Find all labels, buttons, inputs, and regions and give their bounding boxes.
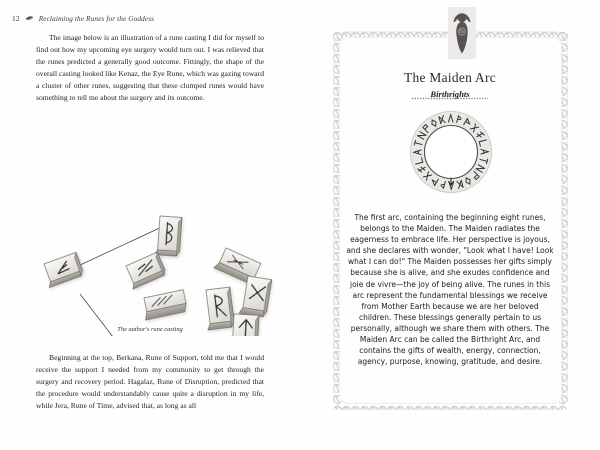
page-number: 12 xyxy=(12,14,20,23)
rune-tile-kenaz xyxy=(41,252,84,287)
right-page xyxy=(300,0,600,450)
rune-casting-illustration xyxy=(14,108,289,336)
rune-tile-eihwaz xyxy=(123,252,167,289)
rune-wheel-diagram xyxy=(405,106,497,198)
rune-tile-berkana xyxy=(154,216,182,257)
running-head xyxy=(12,14,154,23)
arc-body-text: The first arc, containing the beginning eight runes, belongs to the Maiden. The Maiden radiates the eagerness to embrace life. Her perspective is joyous, and she declares with wonder, "Look what I have! Look what I can do!" The Maiden possesses her gifts simply because she is alive, and she exudes confidence and joie de vivre—the joy of being alive. The runes in this arc represent the fundamental blessings we receive from Mother Earth because we are her beloved children. These blessings generally pertain to us personally, although we share them with others. The Maiden Arc can be called the Birthright Arc, and contains the gifts of wealth, energy, connection, agency, purpose, knowing, gratitude, and desire. xyxy=(346,213,554,367)
leaf-ornament-icon xyxy=(25,15,34,22)
casting-connector-lines xyxy=(78,226,166,336)
rune-tile-mid-flat xyxy=(141,290,188,320)
rune-tile-gebo xyxy=(239,276,272,318)
running-head-title: Reclaiming the Runes for the Goddess xyxy=(38,14,155,23)
left-paragraph-top-text: The image below is an illustration of a rune casting I did for myself to find out how my upcoming eye surgery would turn out. I was relieved that the runes predicted a generally good outcome. Fittingly, the shape of the overall casting looked like Kenaz, the Eye Rune, which was gazing toward a cluster of other runes, suggesting that these clumped runes would have something to tell me about the surgery and its outcome. xyxy=(36,33,264,103)
left-paragraph-top xyxy=(36,32,264,105)
rune-tile-raidho xyxy=(203,287,235,330)
left-paragraph-bottom xyxy=(36,352,264,412)
page-subtitle: Birthrights xyxy=(430,89,470,99)
goddess-figure-icon xyxy=(448,7,476,59)
left-paragraph-bottom-text: Beginning at the top, Berkana, Rune of Support, told me that I would receive the support I needed from my community to get through the surgery and recovery period. Hagalaz, Rune of Disruption, predicted that the procedure would understandably cause quite a disruption in my life, while Jera, Rune of Time, advised that, as long as all xyxy=(36,353,264,411)
figure-caption: The author's rune casting xyxy=(117,326,183,333)
page-title: The Maiden Arc xyxy=(404,70,496,85)
